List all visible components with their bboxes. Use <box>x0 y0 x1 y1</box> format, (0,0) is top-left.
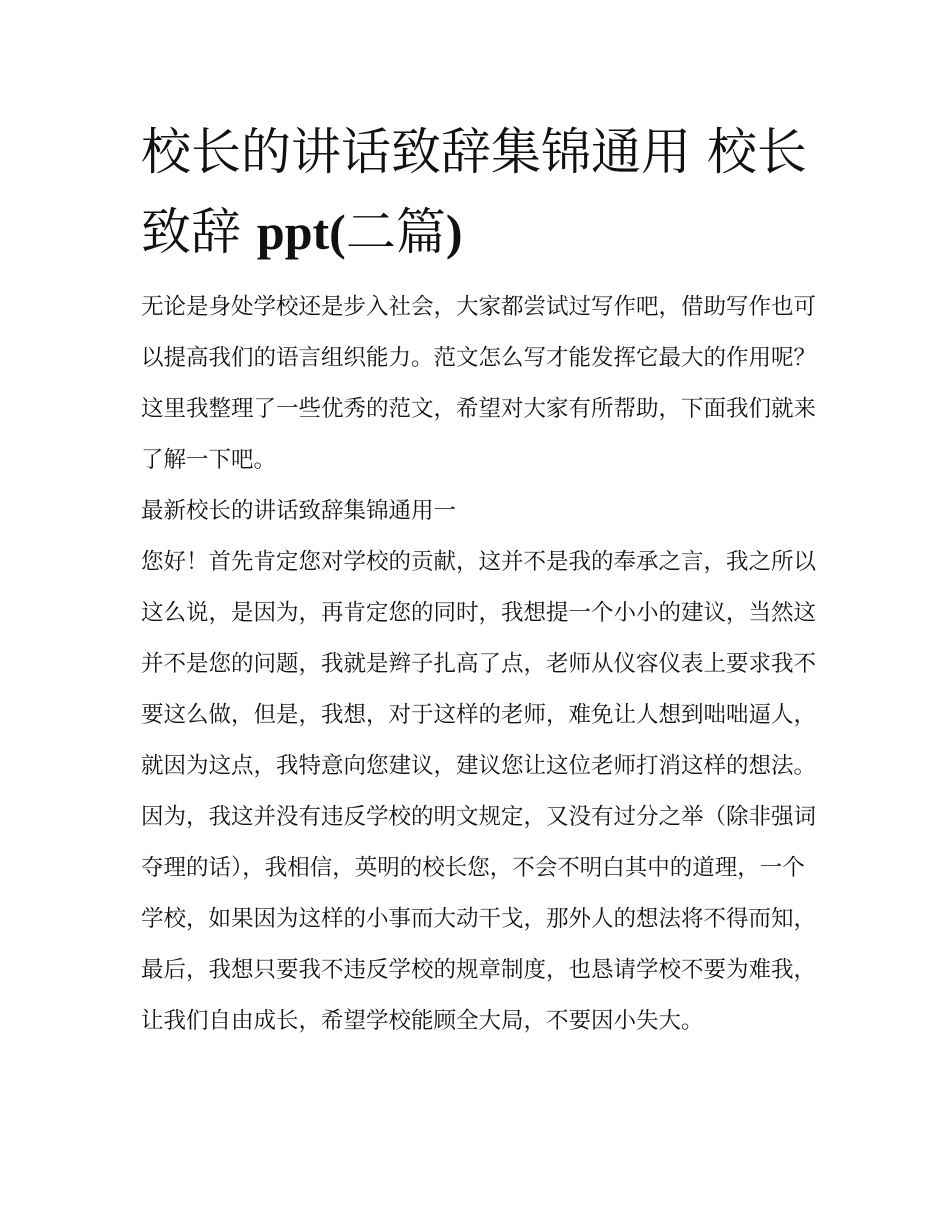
section-heading: 最新校长的讲话致辞集锦通用一 <box>141 498 457 524</box>
body-paragraph: 您好！首先肯定您对学校的贡献，这并不是我的奉承之言，我之所以这么说，是因为，再肯定您的同时，我想提一个小小的建议，当然这并不是您的问题，我就是辫子扎高了点，老师从仪容仪表上要求我不要这么做，但是，我想，对于这样的老师，难免让人想到咄咄逼人，就因为这点，我特意向您建议，建议您让这位老师打消这样的想法。因为，我这并没有违反学校的明文规定，又没有过分之举（除非强词夺理的话），我相信，英明的校长您，不会不明白其中的道理，一个学校，如果因为这样的小事而大动干戈，那外人的想法将不得而知，最后，我想只要我不违反学校的规章制度，也恳请学校不要为难我，让我们自由成长，希望学校能顾全大局，不要因小失大。 <box>141 549 817 1034</box>
intro-paragraph: 无论是身处学校还是步入社会，大家都尝试过写作吧，借助写作也可以提高我们的语言组织能力。范文怎么写才能发挥它最大的作用呢？这里我整理了一些优秀的范文，希望对大家有所帮助，下面我们就来了解一下吧。 <box>141 294 817 473</box>
title-text-cjk: 校长的讲话致辞集锦通用 校长致辞 <box>141 123 807 261</box>
title-text-latin-2: ) <box>445 204 463 260</box>
document-title <box>141 112 821 272</box>
title-text-latin: ppt( <box>256 204 346 260</box>
title-text-cjk-2: 二篇 <box>345 203 446 261</box>
document-body <box>141 282 821 1047</box>
